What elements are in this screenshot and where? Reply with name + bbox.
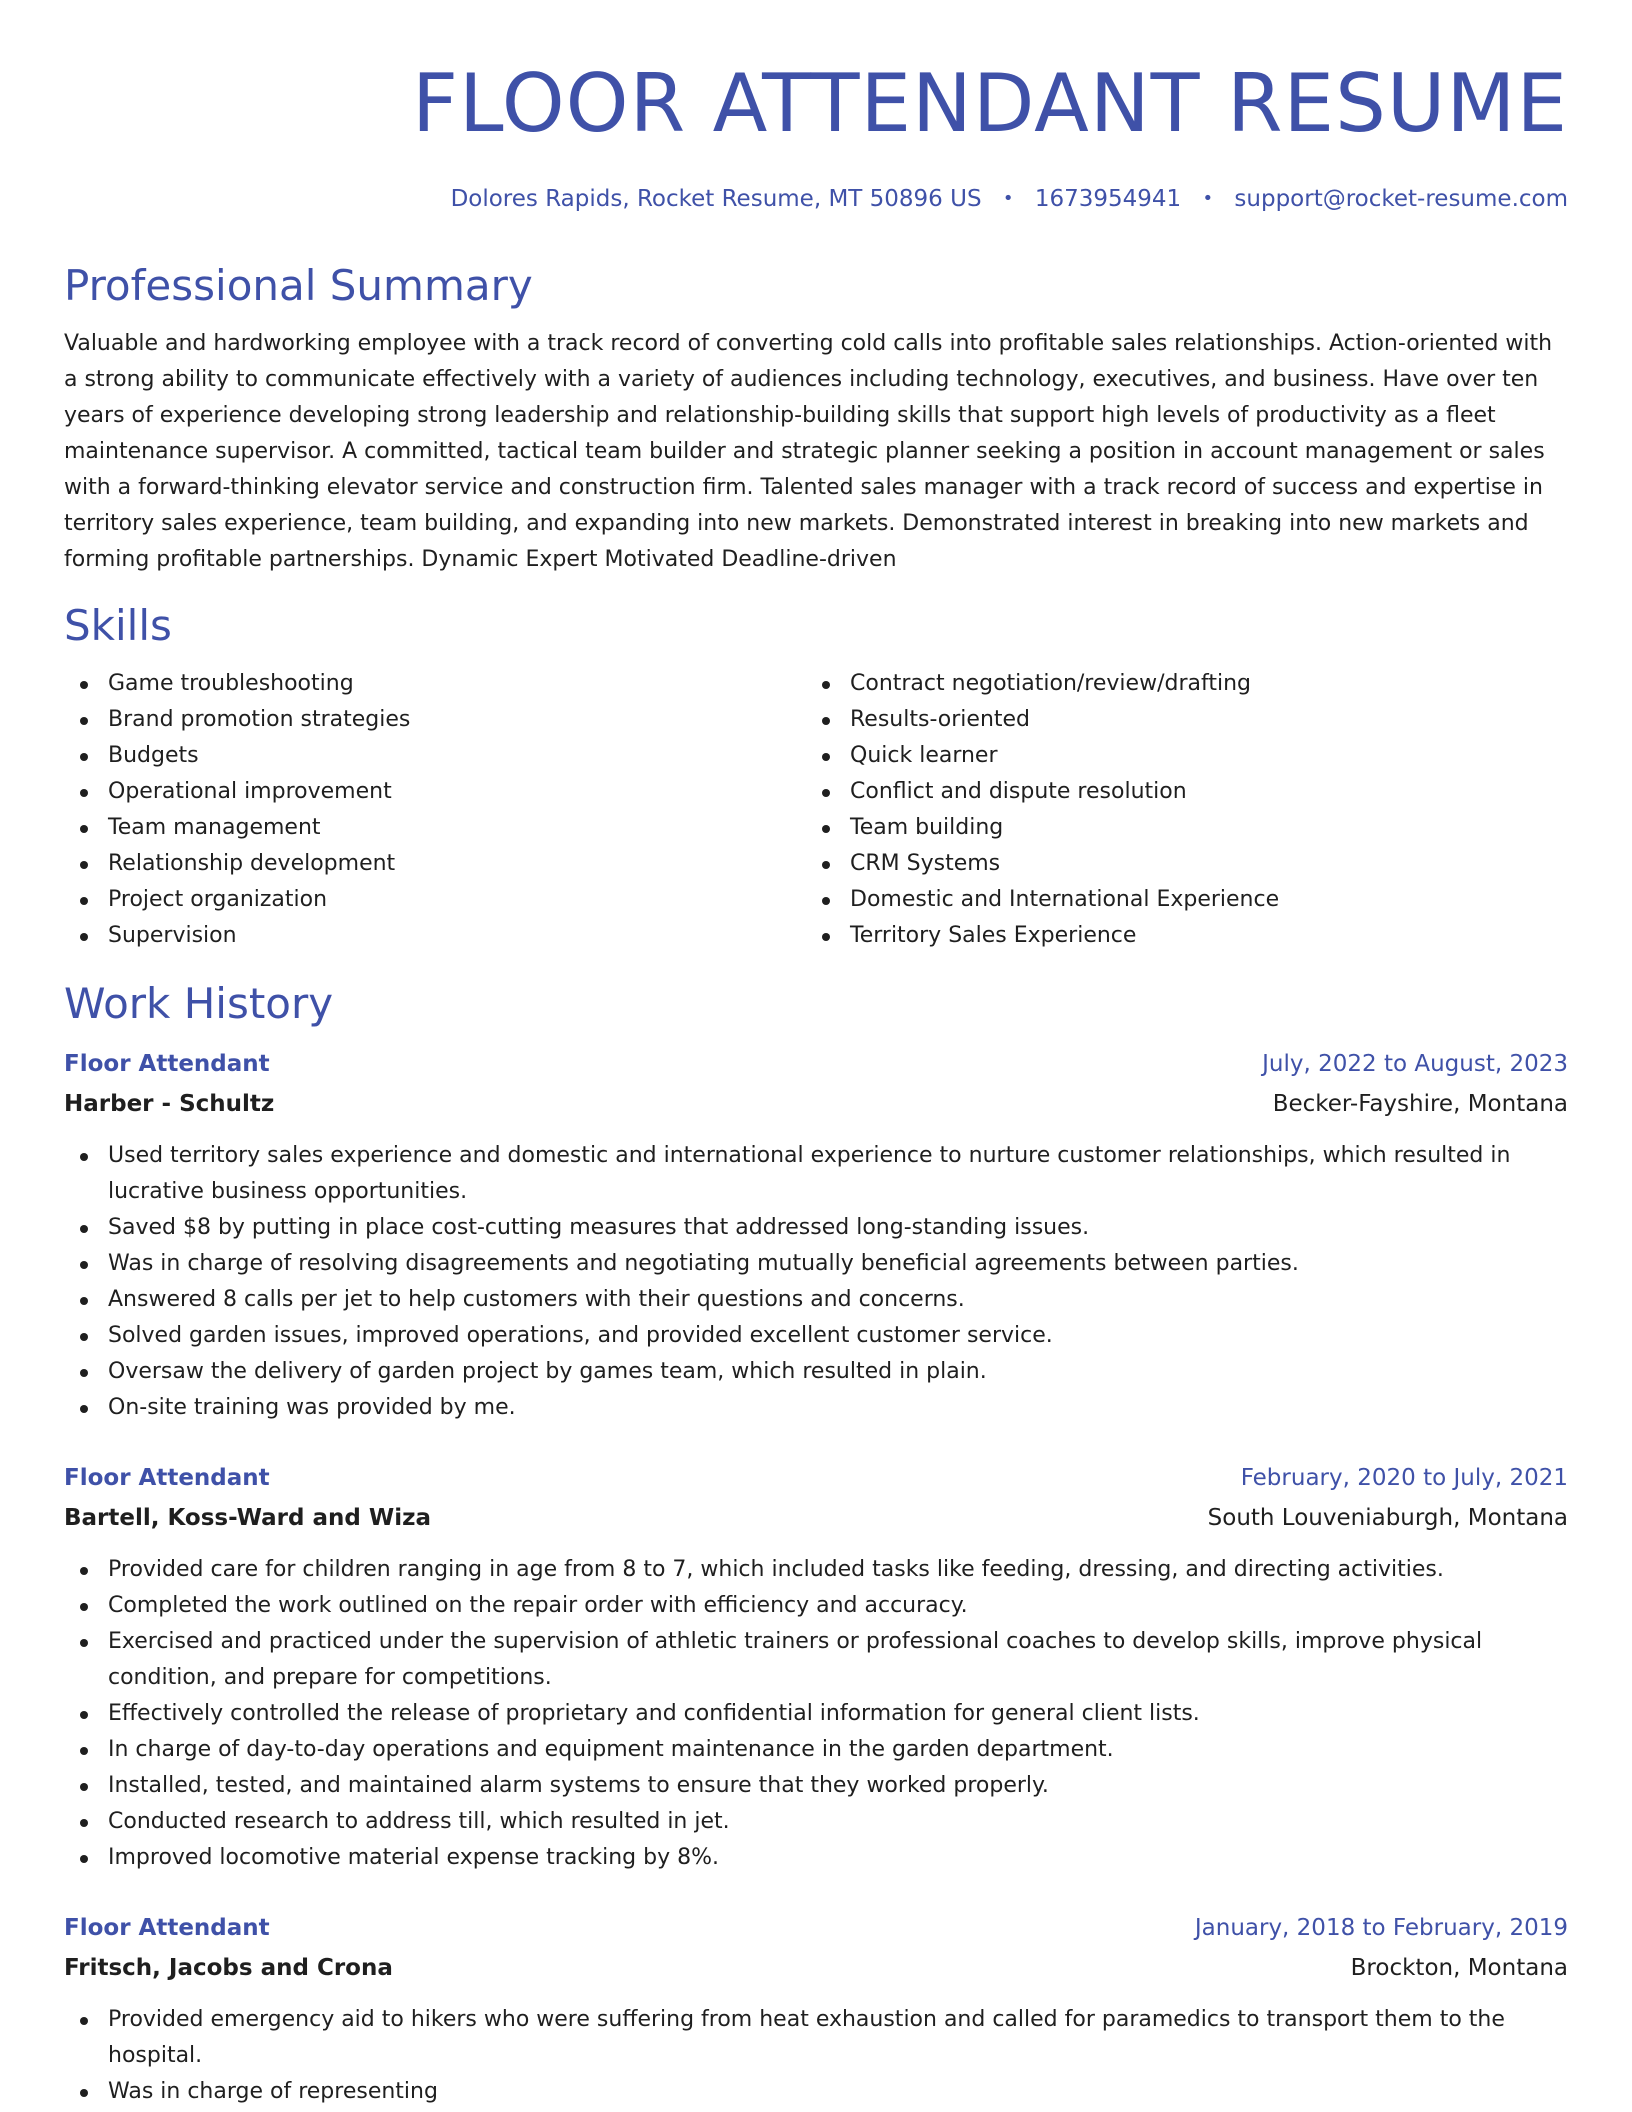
job-company: Fritsch, Jacobs and Crona — [64, 1955, 393, 1981]
skill-item: Budgets — [64, 738, 806, 774]
duty-item: Was in charge of resolving disagreements and negotiating mutually beneficial agreements between parties. — [64, 1246, 1568, 1282]
summary-text: Valuable and hardworking employee with a track record of converting cold calls into profitable sales relationships. Action-oriented with a strong ability to communicate effectively with a variety of audiences including technology, executives, and business. Have over ten years of experience developing strong leadership and relationship-building skills that support high levels of productivity as a fleet maintenance supervisor. A committed, tactical team builder and strategic planner seeking a position in account management or sales with a forward-thinking elevator service and construction firm. Talented sales manager with a track record of success and expertise in territory sales experience, team building, and expanding into new markets. Demonstrated interest in breaking into new markets and forming profitable partnerships. Dynamic Expert Motivated Deadline-driven — [64, 331, 1553, 572]
duty-item: Answered 8 calls per jet to help customers with their questions and concerns. — [64, 1282, 1568, 1318]
skill-item: Domestic and International Experience — [806, 882, 1548, 918]
skills-list — [64, 666, 1568, 954]
work-history-heading: Work History — [64, 979, 334, 1028]
skills-heading: Skills — [64, 601, 172, 650]
duty-item: Was in charge of representing — [64, 2074, 1568, 2110]
contact-address: Dolores Rapids, Rocket Resume, MT 50896 US — [450, 186, 982, 212]
duty-item: Conducted research to address till, which resulted in jet. — [64, 1804, 1568, 1840]
contact-separator: • — [1002, 188, 1014, 209]
skill-item: Operational improvement — [64, 774, 806, 810]
job-title: Floor Attendant — [64, 1051, 270, 1077]
skill-item: Brand promotion strategies — [64, 702, 806, 738]
skill-item: Quick learner — [806, 738, 1548, 774]
resume-title: FLOOR ATTENDANT RESUME — [411, 57, 1568, 150]
contact-phone: 1673954941 — [1034, 186, 1182, 212]
job-dates: January, 2018 to February, 2019 — [1194, 1915, 1568, 1941]
skill-item: Team management — [64, 810, 806, 846]
duty-item: Installed, tested, and maintained alarm systems to ensure that they worked properly. — [64, 1768, 1568, 1804]
job-location: Brockton, Montana — [1350, 1955, 1568, 1981]
duty-item: Exercised and practiced under the supervision of athletic trainers or professional coaches to develop skills, improve physical condition, and prepare for competitions. — [64, 1624, 1568, 1696]
skill-item: Relationship development — [64, 846, 806, 882]
duty-item: Saved $8 by putting in place cost-cutting measures that addressed long-standing issues. — [64, 1210, 1568, 1246]
job-dates: July, 2022 to August, 2023 — [1262, 1051, 1568, 1077]
skill-item: Project organization — [64, 882, 806, 918]
job-location: Becker-Fayshire, Montana — [1272, 1091, 1568, 1117]
duty-item: Effectively controlled the release of proprietary and confidential information for general client lists. — [64, 1696, 1568, 1732]
job-company: Harber - Schultz — [64, 1091, 275, 1117]
skill-item: Contract negotiation/review/drafting — [806, 666, 1548, 702]
job-duties — [64, 2002, 1568, 2110]
duty-item: Oversaw the delivery of garden project by games team, which resulted in plain. — [64, 1354, 1568, 1390]
skills-column-right — [806, 666, 1548, 954]
summary-heading: Professional Summary — [64, 261, 533, 310]
job-title: Floor Attendant — [64, 1465, 270, 1491]
duty-item: Provided care for children ranging in age from 8 to 7, which included tasks like feeding, dressing, and directing activities. — [64, 1552, 1568, 1588]
skill-item: Territory Sales Experience — [806, 918, 1548, 954]
skill-item: Team building — [806, 810, 1548, 846]
skill-item: Results-oriented — [806, 702, 1548, 738]
skills-column-left — [64, 666, 806, 954]
job-entry — [64, 1460, 1568, 1876]
contact-email: support@rocket-resume.com — [1234, 186, 1568, 212]
job-entry — [64, 1046, 1568, 1426]
skill-item: CRM Systems — [806, 846, 1548, 882]
duty-item: Used territory sales experience and domestic and international experience to nurture customer relationships, which resulted in lucrative business opportunities. — [64, 1138, 1568, 1210]
skill-item: Game troubleshooting — [64, 666, 806, 702]
job-location: South Louveniaburgh, Montana — [1207, 1505, 1568, 1531]
duty-item: In charge of day-to-day operations and equipment maintenance in the garden department. — [64, 1732, 1568, 1768]
duty-item: Improved locomotive material expense tracking by 8%. — [64, 1840, 1568, 1876]
job-duties — [64, 1138, 1568, 1426]
duty-item: On-site training was provided by me. — [64, 1390, 1568, 1426]
job-company: Bartell, Koss-Ward and Wiza — [64, 1505, 432, 1531]
contact-separator: • — [1202, 188, 1214, 209]
job-title: Floor Attendant — [64, 1915, 270, 1941]
contact-line — [64, 184, 1568, 214]
skill-item: Conflict and dispute resolution — [806, 774, 1548, 810]
job-dates: February, 2020 to July, 2021 — [1240, 1465, 1568, 1491]
duty-item: Completed the work outlined on the repair order with efficiency and accuracy. — [64, 1588, 1568, 1624]
job-entry — [64, 1910, 1568, 2110]
job-duties — [64, 1552, 1568, 1876]
duty-item: Provided emergency aid to hikers who were suffering from heat exhaustion and called for paramedics to transport them to the hospital. — [64, 2002, 1568, 2074]
skill-item: Supervision — [64, 918, 806, 954]
duty-item: Solved garden issues, improved operations, and provided excellent customer service. — [64, 1318, 1568, 1354]
